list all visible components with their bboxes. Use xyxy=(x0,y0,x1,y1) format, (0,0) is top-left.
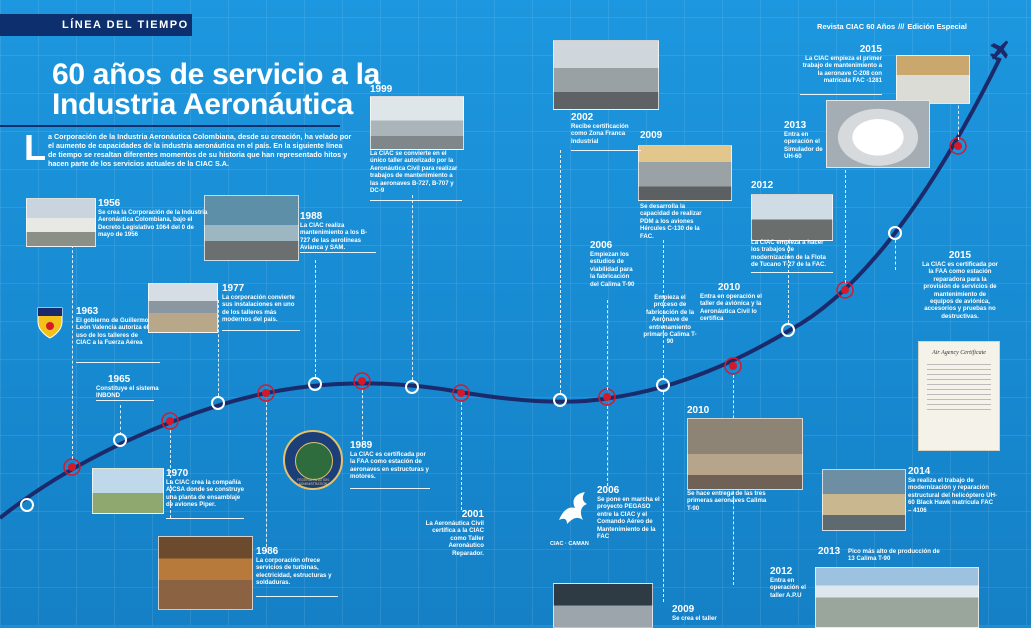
year-2014: 2014 xyxy=(908,466,931,477)
photo-1977-hangar xyxy=(148,283,218,333)
text-2002: Recibe certificación como Zona Franca Industrial xyxy=(571,123,629,145)
year-2009a: 2009 xyxy=(640,130,663,141)
event-2012a xyxy=(751,180,833,269)
text-1970: La CIAC crea la compañía AICSA donde se construye una planta de ensamblaje de aviones Piper. xyxy=(166,479,244,509)
photo-2006-workstation xyxy=(553,583,653,628)
text-2006a: Empiezan los estudios de viabilidad para la fabricación del Calima T-90 xyxy=(590,251,635,288)
event-2013b xyxy=(818,546,948,563)
rule-2015a xyxy=(800,94,882,95)
year-2006a: 2006 xyxy=(590,240,613,251)
faa-seal xyxy=(283,430,343,490)
photo-2014-helicopter xyxy=(822,469,906,531)
year-2010a: 2010 xyxy=(718,282,741,293)
section-title: LÍNEA DEL TIEMPO xyxy=(62,19,189,31)
text-2010a: Entra en operación el taller de aviónica y la Aeronáutica Civil lo certifica xyxy=(700,293,762,323)
year-2012b: 2012 xyxy=(770,566,793,577)
year-2009b: 2009 xyxy=(672,604,695,615)
event-2009a xyxy=(640,130,714,240)
event-2010a xyxy=(700,282,776,323)
text-1963: El gobierno de Guillermo León Valencia autoriza el uso de los talleres de CIAC a la Fuerza Aérea xyxy=(76,317,149,347)
event-1999 xyxy=(370,84,462,194)
rule-1977 xyxy=(222,330,300,331)
text-2006c: Se pone en marcha el proyecto PEGASO entre la CIAC y el Comando Aéreo de Mantenimiento de la FAC xyxy=(597,496,660,541)
year-2015a: 2015 xyxy=(859,44,882,55)
event-2002 xyxy=(571,112,641,145)
text-1988: La CIAC realiza mantenimiento a los B-727 de las aerolíneas Avianca y SAM. xyxy=(300,222,368,252)
text-1965: Constituye el sistema INBOND xyxy=(96,385,159,400)
event-1965 xyxy=(96,374,166,400)
text-1956: Se crea la Corporación de la Industria Aeronáutica Colombiana, bajo el Decreto Legislativo 1064 del 0 de mayo de 1956 xyxy=(98,209,208,239)
text-2015a: La CIAC empieza el primer trabajo de mantenimiento a la aeronave C-208 con matrícula FAC -1281 xyxy=(802,55,882,85)
year-2013b: 2013 xyxy=(818,546,841,557)
text-1999: La CIAC se convierte en el único taller autorizado por la Aeronáutica Civil para realizar trabajos de mantenimiento a las aeronaves B-727, B-707 y DC-9 xyxy=(370,150,458,195)
event-2015a xyxy=(800,44,882,85)
year-1989: 1989 xyxy=(350,440,373,451)
rule-1986 xyxy=(256,596,338,597)
connector-1988 xyxy=(315,260,317,377)
rule-2002 xyxy=(571,150,641,151)
text-2015b: La CIAC es certificada por la FAA como estación reparadora para la provisión de servicios de mantenimiento de equipos de aviónica, accesorios y pruebas no destructivas. xyxy=(922,261,998,320)
photo-2002-helicopter xyxy=(553,40,659,110)
event-1977 xyxy=(222,283,300,324)
rule-1988 xyxy=(300,252,376,253)
ciac-caman-label: CIAC · CAMAN xyxy=(550,541,589,547)
certificate-image xyxy=(918,341,1000,451)
connector-1956 xyxy=(72,235,74,459)
title-line-1: 60 años de servicio a la xyxy=(52,58,380,91)
text-2012a: La CIAC empieza a hacer los trabajos de modernización de la Flota de Tucano T-27 de la FAC. xyxy=(751,239,827,269)
year-2006c: 2006 xyxy=(597,485,620,496)
text-2001: La Aeronáutica Civil certifica a la CIAC como Taller Aeronáutico Reparador. xyxy=(425,520,484,557)
year-2015b: 2015 xyxy=(948,250,972,261)
connector-2015b xyxy=(895,240,897,270)
year-1988: 1988 xyxy=(300,211,323,222)
certificate-title: Air Agency Certificate xyxy=(932,350,986,356)
connector-2009b xyxy=(663,392,665,602)
photo-2015-hangar xyxy=(896,55,970,104)
rule-1965 xyxy=(96,400,154,401)
photo-1986-workshop xyxy=(158,536,253,610)
rule-1963 xyxy=(76,362,160,363)
event-2014 xyxy=(908,466,998,514)
year-2010b: 2010 xyxy=(687,405,710,416)
rule-1970 xyxy=(166,518,244,519)
photo-2013-simulator xyxy=(826,100,930,168)
connector-2006c xyxy=(607,406,609,486)
year-2013a: 2013 xyxy=(784,120,807,131)
connector-2006a xyxy=(607,300,609,390)
text-2013a: Entra en operación el Simulador de UH-60 xyxy=(784,131,823,161)
event-2006b xyxy=(642,294,698,346)
node-1989 xyxy=(354,373,370,389)
photo-1970-plane xyxy=(92,468,164,514)
year-1970: 1970 xyxy=(166,468,189,479)
event-1963 xyxy=(76,306,150,347)
year-1977: 1977 xyxy=(222,283,245,294)
node-1965 xyxy=(21,499,33,511)
photo-1988-hangar xyxy=(204,195,299,261)
event-2006a xyxy=(590,240,638,288)
event-2013a xyxy=(784,120,824,161)
event-2009b xyxy=(672,604,732,622)
event-2010b xyxy=(687,405,803,512)
event-1988 xyxy=(300,211,376,252)
photo-2013-calima-fleet xyxy=(815,567,979,628)
connector-1986 xyxy=(266,402,268,552)
text-1989: La CIAC es certificada por la FAA como estación de aeronaves en estructuras y motores. xyxy=(350,451,429,481)
text-2014: Se realiza el trabajo de modernización y reparación estructural del helicóptero UH-60 Black Hawk matrícula FAC – 4106 xyxy=(908,477,998,514)
event-1970 xyxy=(166,468,244,509)
edition-label: Edición Especial xyxy=(907,22,967,31)
year-1956: 1956 xyxy=(98,198,121,209)
certificate-lines xyxy=(927,364,991,414)
connector-2013a xyxy=(845,160,847,283)
text-2013b: Pico más alto de producción de 13 Calima T-90 xyxy=(848,548,940,563)
text-2009a: Se desarrolla la capacidad de realizar PDM a los aviones Hércules C-130 de la FAC. xyxy=(640,203,702,240)
year-1986: 1986 xyxy=(256,546,279,557)
rule-2012a xyxy=(751,272,833,273)
event-2012b xyxy=(770,566,814,599)
event-1956 xyxy=(98,198,210,239)
text-2012b: Entra en operación el taller A.P.U xyxy=(770,577,806,599)
colombia-crest-icon xyxy=(35,304,65,340)
connector-2002 xyxy=(560,150,562,393)
event-1986 xyxy=(256,546,338,587)
year-1963: 1963 xyxy=(76,306,99,317)
intro-paragraph: a Corporación de la Industria Aeronáutica Colombiana, desde su creación, ha velado por el aumento de capacidades de la industria aeronáutica en el país. En la siguiente línea de tiempo se resaltan diferentes momentos de su historia que han representado hitos y hacen parte de los servicios actuales de la CIAC S.A. xyxy=(48,132,352,168)
event-2001 xyxy=(420,509,484,557)
text-1977: La corporación convierte sus instalaciones en uno de los talleres más modernos del país. xyxy=(222,294,295,324)
header-separator: /// xyxy=(898,22,905,31)
connector-1977 xyxy=(218,300,220,396)
event-2015b xyxy=(922,250,998,320)
connector-2001 xyxy=(461,402,463,510)
event-2006c xyxy=(597,485,661,540)
photo-1956-hangar xyxy=(26,198,96,247)
rule-1999 xyxy=(370,200,462,201)
year-2001: 2001 xyxy=(461,509,484,520)
year-2012a: 2012 xyxy=(751,180,774,191)
faa-seal-center xyxy=(295,442,333,480)
text-2010b: Se hace entrega de las tres primeras aeronaves Calima T-90 xyxy=(687,490,767,512)
connector-1989 xyxy=(362,390,364,445)
connector-1999 xyxy=(412,195,414,380)
text-2009b: Se crea el taller xyxy=(672,615,717,622)
rule-1989 xyxy=(350,488,430,489)
event-1989 xyxy=(350,440,430,481)
faa-seal-text: FEDERAL AVIATION ADMINISTRATION xyxy=(297,478,329,486)
connector-1965 xyxy=(120,405,122,435)
node-2014 xyxy=(837,282,853,298)
pegaso-logo-icon xyxy=(553,490,593,530)
magazine-name: Revista CIAC 60 Años xyxy=(817,22,896,31)
year-2002: 2002 xyxy=(571,112,594,123)
dropcap: L xyxy=(24,127,46,168)
text-1986: La corporación ofrece servicios de turbinas, electricidad, estructuras y soldaduras. xyxy=(256,557,332,587)
text-2006b: Empieza el proceso de fabricación de la Aeronave de entrenamiento primario Calima T-90 xyxy=(643,294,697,346)
year-1999: 1999 xyxy=(370,84,393,95)
title-line-2: Industria Aeronáutica xyxy=(52,88,353,121)
year-1965: 1965 xyxy=(108,374,131,385)
